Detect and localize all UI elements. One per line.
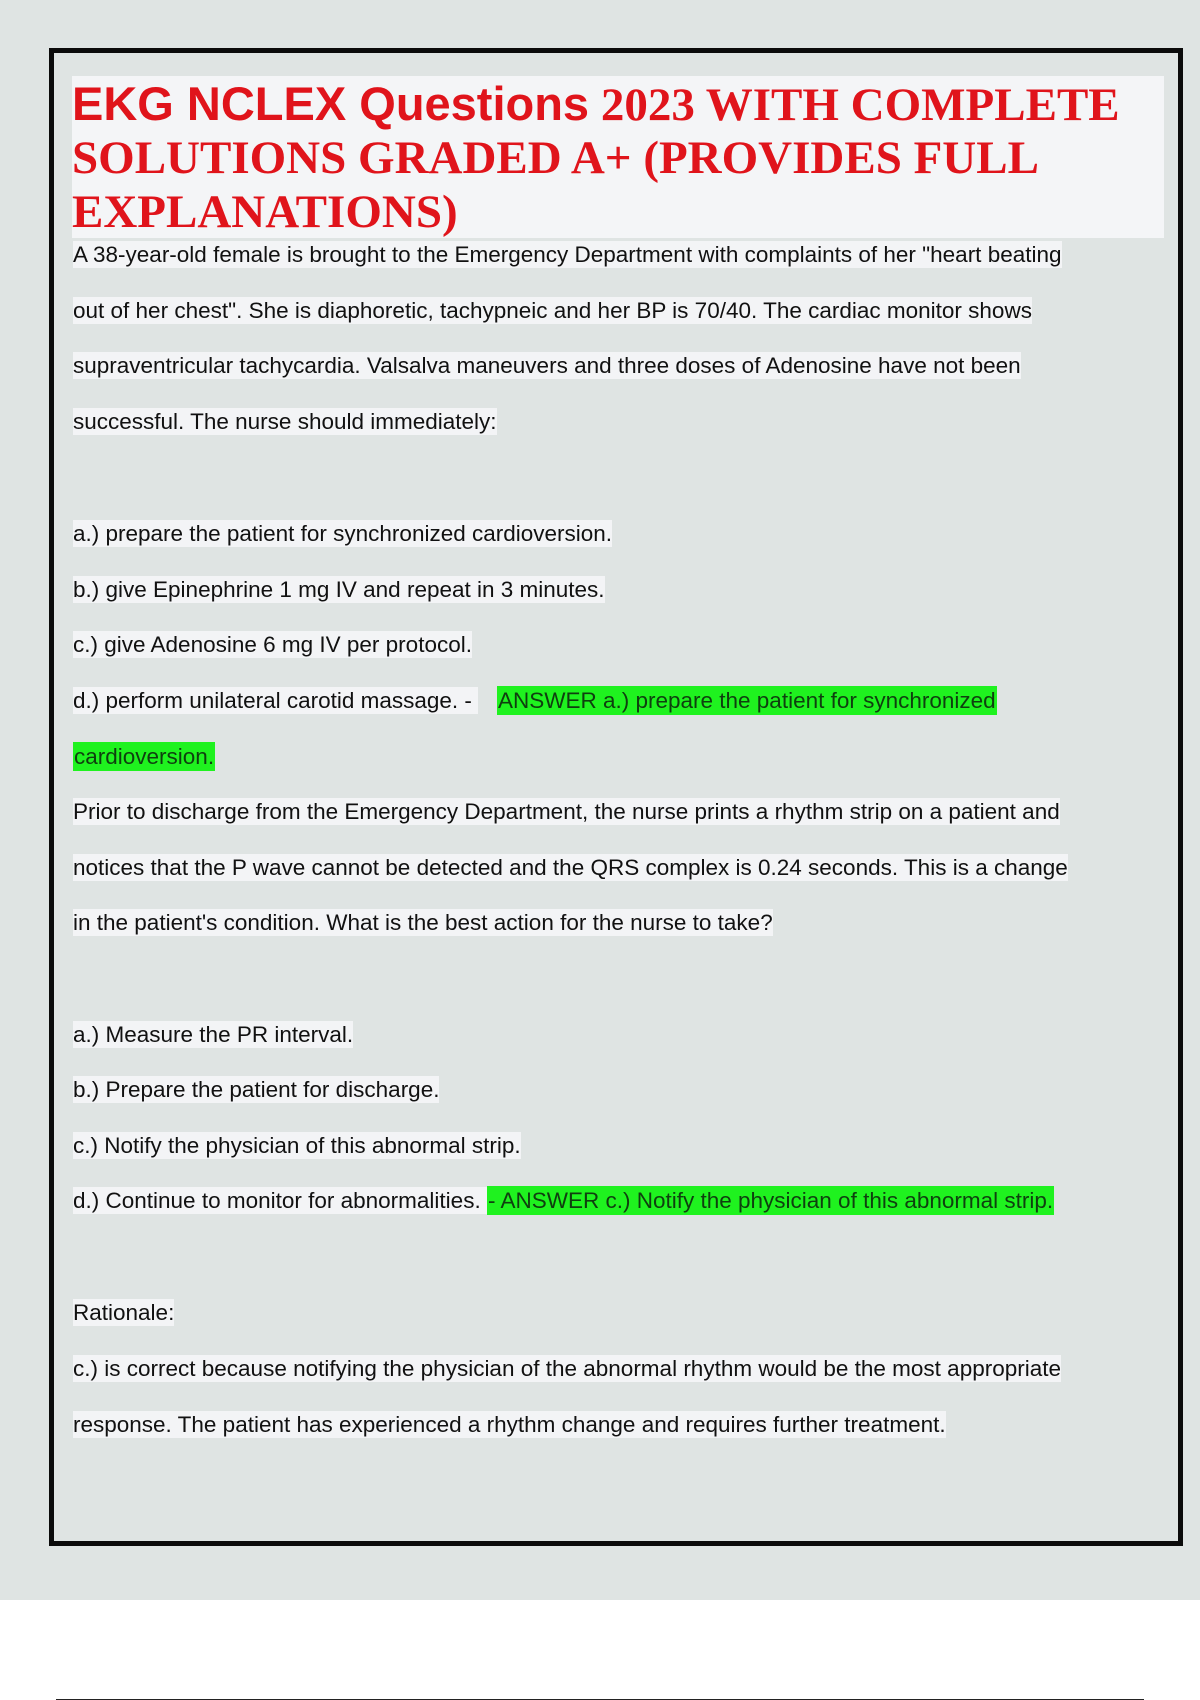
q1-option-a: a.) prepare the patient for synchronized cardioversion.	[73, 521, 613, 546]
q1-stem-line-2: out of her chest". She is diaphoretic, tachypneic and her BP is 70/40. The cardiac monitor shows	[73, 298, 1032, 323]
q1-answer-highlight: ANSWER a.) prepare the patient for synchronized	[497, 688, 996, 713]
q2-option-d: d.) Continue to monitor for abnormalities. - ANSWER c.) Notify the physician of this abnormal strip.	[73, 1188, 1054, 1213]
q2-stem-line-3: in the patient's condition. What is the best action for the nurse to take?	[73, 910, 773, 935]
title-line-1-serif: 2023 WITH COMPLETE	[589, 79, 1120, 131]
q1-stem-line-4: successful. The nurse should immediately:	[73, 409, 497, 434]
q2-option-c: c.) Notify the physician of this abnormal strip.	[73, 1133, 521, 1158]
rationale-line-2: response. The patient has experienced a rhythm change and requires further treatment.	[73, 1412, 946, 1437]
q2-stem-line-2: notices that the P wave cannot be detected and the QRS complex is 0.24 seconds. This is a change	[73, 855, 1068, 880]
q2-option-a: a.) Measure the PR interval.	[73, 1022, 354, 1047]
document-title	[72, 76, 1164, 238]
title-line-1	[72, 76, 1120, 133]
title-line-3: EXPLANATIONS)	[72, 186, 458, 238]
q1-option-c: c.) give Adenosine 6 mg IV per protocol.	[73, 632, 472, 657]
q1-answer-continued: cardioversion.	[74, 744, 215, 769]
q1-stem-line-3: supraventricular tachycardia. Valsalva maneuvers and three doses of Adenosine have not been	[73, 353, 1021, 378]
title-line-2: SOLUTIONS GRADED A+ (PROVIDES FULL	[72, 132, 1039, 184]
q2-answer-highlight: - ANSWER c.) Notify the physician of this abnormal strip.	[487, 1188, 1054, 1213]
rationale-label: Rationale:	[73, 1300, 175, 1325]
rationale-line-1: c.) is correct because notifying the physician of the abnormal rhythm would be the most appropriate	[73, 1356, 1062, 1381]
q1-option-b: b.) give Epinephrine 1 mg IV and repeat in 3 minutes.	[73, 577, 605, 602]
q1-stem-line-1: A 38-year-old female is brought to the Emergency Department with complaints of her "heart beating	[73, 242, 1062, 267]
q2-option-b: b.) Prepare the patient for discharge.	[73, 1077, 440, 1102]
q1-option-d: d.) perform unilateral carotid massage. - ANSWER a.) prepare the patient for synchronized	[73, 688, 996, 713]
q2-stem-line-1: Prior to discharge from the Emergency Department, the nurse prints a rhythm strip on a patient and	[73, 799, 1060, 824]
title-line-1-sans: EKG NCLEX Questions	[72, 77, 590, 130]
